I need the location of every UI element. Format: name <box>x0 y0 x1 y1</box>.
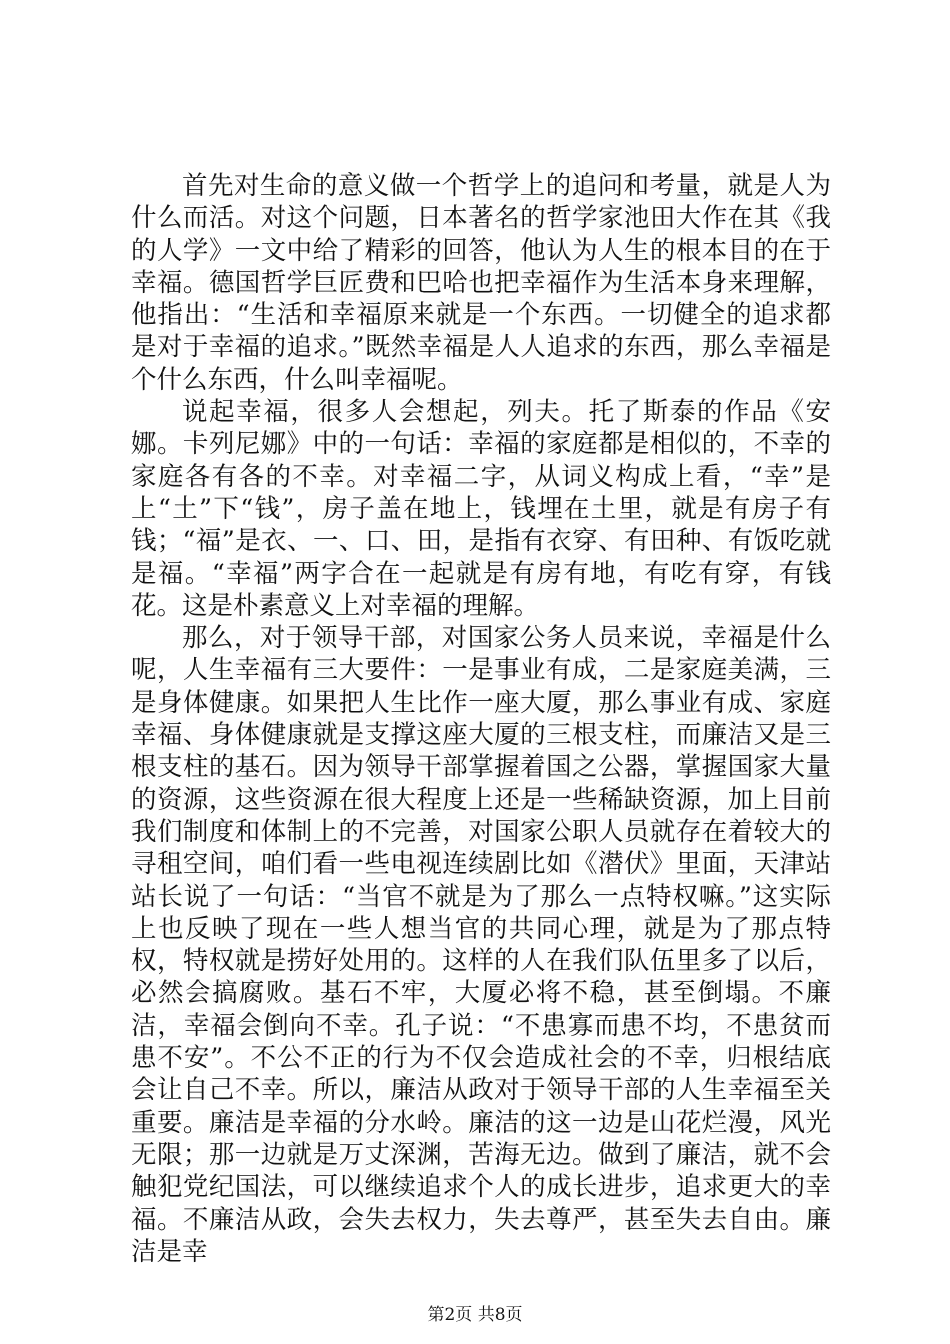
paragraph-1: 首先对生命的意义做一个哲学上的追问和考量，就是人为什么而活。对这个问题，日本著名的哲学家池田大作在其《我的人学》一文中给了精彩的回答，他认为人生的根本目的在于幸福。德国哲学巨匠费和巴哈也把幸福作为生活本身来理解，他指出：“生活和幸福原来就是一个东西。一切健全的追求都是对于幸福的追求。”既然幸福是人人追求的东西，那么幸福是个什么东西，什么叫幸福呢。 <box>131 171 831 395</box>
paragraph-2: 说起幸福，很多人会想起，列夫。托了斯泰的作品《安娜。卡列尼娜》中的一句话：幸福的家庭都是相似的，不幸的家庭各有各的不幸。对幸福二字，从词义构成上看，“幸”是上“土”下“钱”，房子盖在地上，钱埋在土里，就是有房子有钱；“福”是衣、一、口、田，是指有衣穿、有田种、有饭吃就是福。“幸福”两字合在一起就是有房有地，有吃有穿，有钱花。这是朴素意义上对幸福的理解。 <box>131 397 831 621</box>
paragraph-3: 那么，对于领导干部，对国家公务人员来说，幸福是什么呢，人生幸福有三大要件：一是事业有成，二是家庭美满，三是身体健康。如果把人生比作一座大厦，那么事业有成、家庭幸福、身体健康就是支撑这座大厦的三根支柱，而廉洁又是三根支柱的基石。因为领导干部掌握着国之公器，掌握国家大量的资源，这些资源在很大程度上还是一些稀缺资源，加上目前我们制度和体制上的不完善，对国家公职人员就存在着较大的寻租空间，咱们看一些电视连续剧比如《潜伏》里面，天津站站长说了一句话：“当官不就是为了那么一点特权嘛。”这实际上也反映了现在一些人想当官的共同心理，就是为了那点特权，特权就是捞好处用的。这样的人在我们队伍里多了以后，必然会搞腐败。基石不牢，大厦必将不稳，甚至倒塌。不廉洁，幸福会倒向不幸。孔子说：“不患寡而患不均，不患贫而患不安”。不公不正的行为不仅会造成社会的不幸，归根结底会让自己不幸。所以，廉洁从政对于领导干部的人生幸福至关重要。廉洁是幸福的分水岭。廉洁的这一边是山花烂漫，风光无限；那一边就是万丈深渊，苦海无边。做到了廉洁，就不会触犯党纪国法，可以继续追求个人的成长进步，追求更大的幸福。不廉洁从政，会失去权力，失去尊严，甚至失去自由。廉洁是幸 <box>131 623 831 1267</box>
page-footer <box>0 1300 950 1325</box>
body-text <box>131 170 831 1268</box>
page-number-label: 第2页 共8页 <box>427 1305 523 1325</box>
